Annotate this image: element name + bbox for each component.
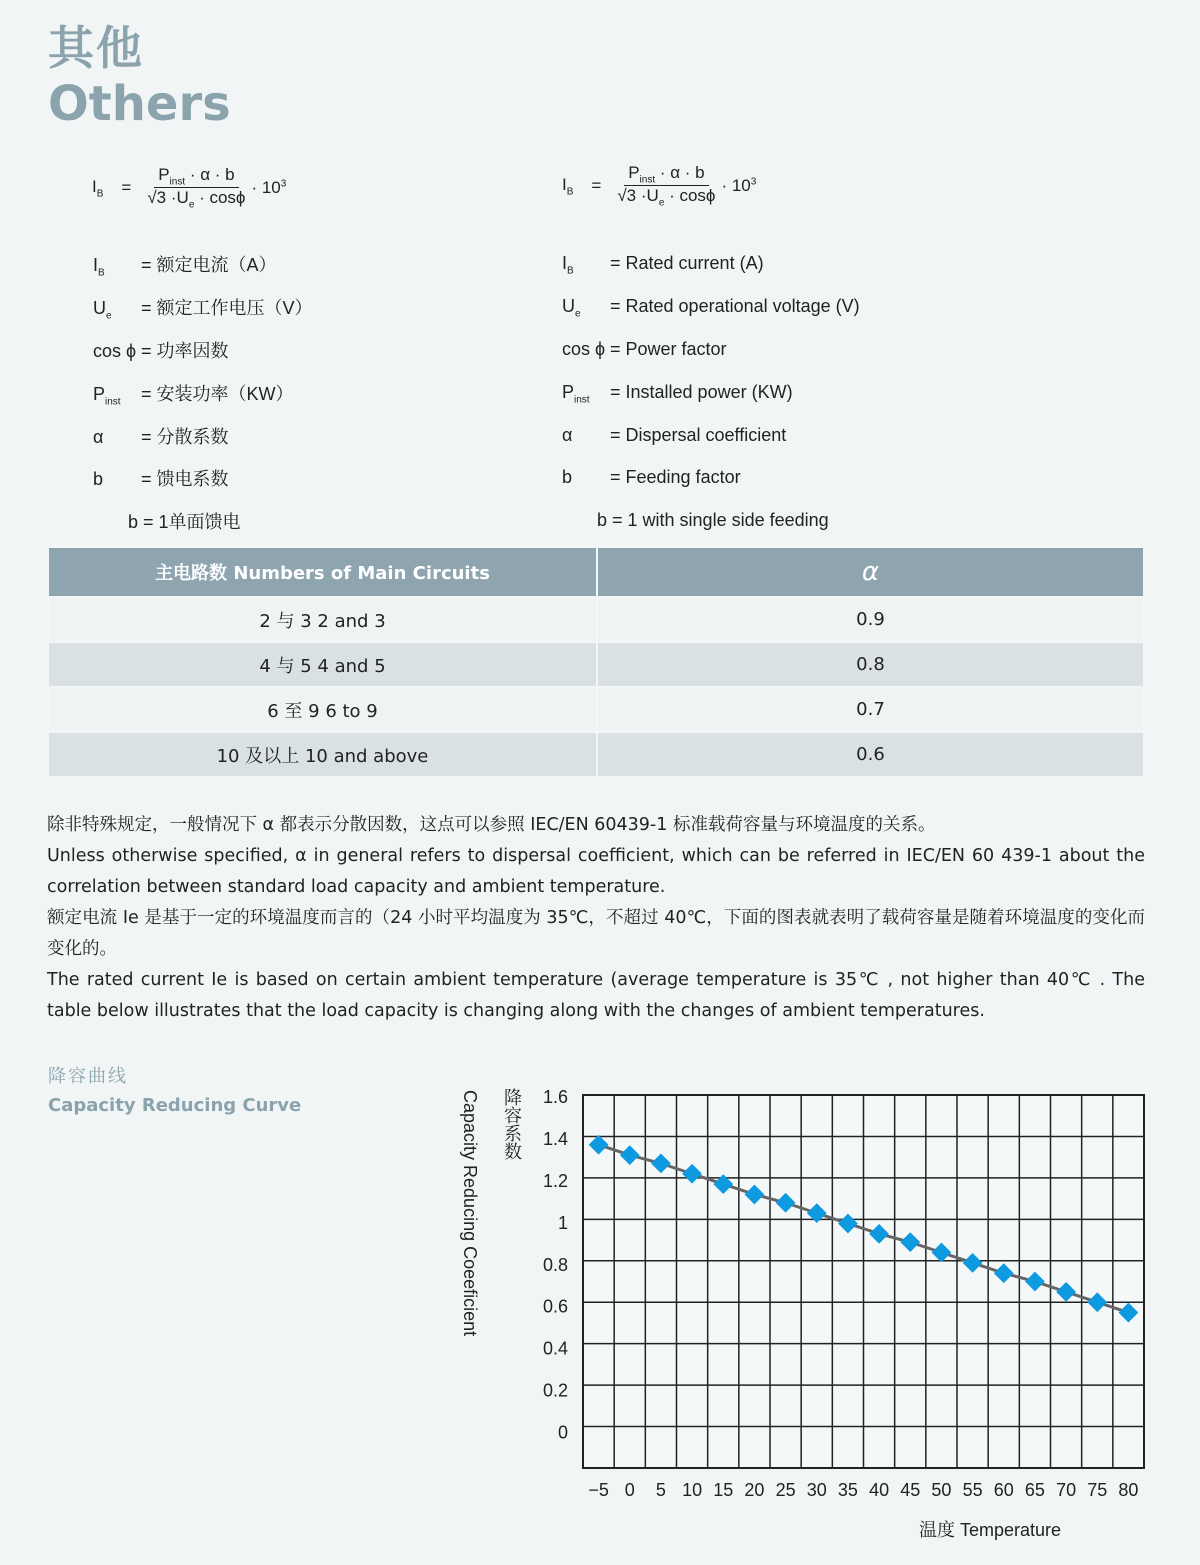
definition-symbol: $U_e$ — [93, 297, 112, 322]
y-tick-label: 0.8 — [542, 1254, 568, 1275]
formula-lhs: $I_B$ — [562, 174, 574, 198]
definition-symbol: b — [562, 467, 573, 488]
y-tick-label: 0.6 — [542, 1296, 568, 1317]
page-title-en: Others — [48, 76, 231, 132]
x-tick-label: 35 — [837, 1480, 858, 1500]
y-tick-label: 0 — [557, 1422, 568, 1443]
x-tick-label: 55 — [962, 1480, 983, 1500]
formula-denominator: $√3 \cdot U_e \cdot \cos\phi$ — [617, 186, 716, 209]
definition-note: b = 1单面馈电 — [128, 512, 241, 533]
definition-text: = Power factor — [610, 338, 727, 359]
definition-symbol: cos ϕ — [93, 340, 137, 361]
circuits-cell: 2 与 3 2 and 3 — [48, 597, 597, 642]
definition-text: = Rated current (A) — [610, 253, 764, 273]
y-axis-label: Capacity Reducing Coeeficient — [460, 1090, 480, 1337]
definition-symbol: cos ϕ — [562, 338, 606, 359]
definition-text: = Installed power (KW) — [610, 381, 793, 402]
x-tick-label: 0 — [624, 1480, 635, 1500]
x-tick-label: 30 — [806, 1480, 827, 1500]
alpha-value-cell: 0.9 — [597, 597, 1144, 642]
x-tick-label: 65 — [1024, 1480, 1045, 1500]
x-tick-label: 20 — [744, 1480, 765, 1500]
definition-text: = 额定电流（A） — [141, 255, 277, 275]
definition-symbol: α — [93, 426, 104, 447]
definition-symbol: $P_{inst}$ — [562, 381, 590, 406]
definition-text: = 分散系数 — [141, 426, 229, 447]
x-tick-label: 70 — [1056, 1480, 1077, 1500]
definition-text: = 功率因数 — [141, 340, 229, 361]
x-tick-label: 15 — [713, 1480, 734, 1500]
paragraph-cn-1: 除非特殊规定，一般情况下 α 都表示分散因数，这点可以参照 IEC/EN 60439-1 标准载荷容量与环境温度的关系。 — [47, 815, 936, 835]
definition-symbol: $I_B$ — [93, 255, 105, 279]
paragraph-en-1: Unless otherwise specified, α in general refers to dispersal coefficient, which can be referred in IEC/EN 60 439-1 about the correlation between standard load capacity and ambient temperature. — [47, 846, 1145, 897]
y-tick-label: 1.2 — [542, 1170, 568, 1191]
formula-eq: = — [591, 175, 602, 195]
definition-symbol: α — [562, 424, 573, 445]
definition-text: = Rated operational voltage (V) — [610, 295, 860, 316]
paragraph-cn-2: 额定电流 Ie 是基于一定的环境温度而言的（24 小时平均温度为 35℃，不超过 40℃，下面的图表就表明了载荷容量是随着环境温度的变化而变化的。 — [47, 908, 1145, 959]
y-tick-label: 1 — [557, 1212, 568, 1233]
y-axis-label-cn: 降容系数 — [501, 1088, 522, 1160]
definition-text: = Dispersal coefficient — [610, 424, 787, 445]
y-tick-label: 0.2 — [542, 1380, 568, 1401]
circuits-cell: 6 至 9 6 to 9 — [48, 687, 597, 732]
formula-eq: = — [121, 177, 132, 197]
definition-symbol: b — [93, 469, 104, 490]
formula-numerator: $P_{inst} \cdot \alpha \cdot b$ — [154, 165, 238, 188]
formula-denominator: $√3 \cdot U_e \cdot \cos\phi$ — [147, 188, 246, 211]
formula-multiplier: · $10^3$ — [721, 175, 757, 195]
x-tick-label: 60 — [993, 1480, 1014, 1500]
definition-symbol: $U_e$ — [562, 295, 581, 320]
x-tick-label: 75 — [1087, 1480, 1108, 1500]
alpha-value-cell: 0.8 — [597, 642, 1144, 687]
circuits-cell: 10 及以上 10 and above — [48, 732, 597, 777]
header-alpha: α — [597, 547, 1144, 597]
definition-text: = Feeding factor — [610, 467, 741, 488]
definition-text: = 额定工作电压（V） — [141, 297, 313, 318]
x-tick-label: 5 — [655, 1480, 666, 1500]
x-tick-label: −5 — [588, 1480, 609, 1500]
y-tick-label: 1.6 — [542, 1087, 568, 1107]
x-tick-label: 40 — [869, 1480, 890, 1500]
x-tick-label: 80 — [1118, 1480, 1139, 1500]
curve-title-cn: 降容曲线 — [48, 1066, 128, 1087]
y-tick-label: 1.4 — [542, 1128, 568, 1149]
alpha-value-cell: 0.7 — [597, 687, 1144, 732]
formula-numerator: $P_{inst} \cdot \alpha \cdot b$ — [624, 163, 708, 186]
x-axis-label: 温度 Temperature — [918, 1520, 1062, 1540]
x-tick-label: 10 — [682, 1480, 703, 1500]
formula-lhs: $I_B$ — [92, 176, 104, 200]
alpha-value-cell: 0.6 — [597, 732, 1144, 777]
definition-symbol: $P_{inst}$ — [93, 383, 121, 408]
definition-text: = 安装功率（KW） — [141, 383, 294, 404]
definition-text: = 馈电系数 — [141, 469, 229, 490]
formula-multiplier: · $10^3$ — [251, 177, 287, 197]
x-tick-label: 50 — [931, 1480, 952, 1500]
definition-symbol: $I_B$ — [562, 253, 574, 277]
y-tick-label: 0.4 — [542, 1338, 568, 1359]
paragraph-en-2: The rated current Ie is based on certain ambient temperature (average temperature is 35℃ , not higher than 40℃ . The table below illustrates that the load capacity is changing along with the changes of ambient temperatures. — [47, 970, 1145, 1021]
header-circuits: 主电路数 Numbers of Main Circuits — [48, 547, 597, 597]
definition-note: b = 1 with single side feeding — [597, 510, 829, 531]
circuits-cell: 4 与 5 4 and 5 — [48, 642, 597, 687]
curve-title-en: Capacity Reducing Curve — [48, 1095, 302, 1116]
x-tick-label: 45 — [900, 1480, 921, 1500]
x-tick-label: 25 — [775, 1480, 796, 1500]
page-title-cn: 其他 — [48, 21, 144, 75]
